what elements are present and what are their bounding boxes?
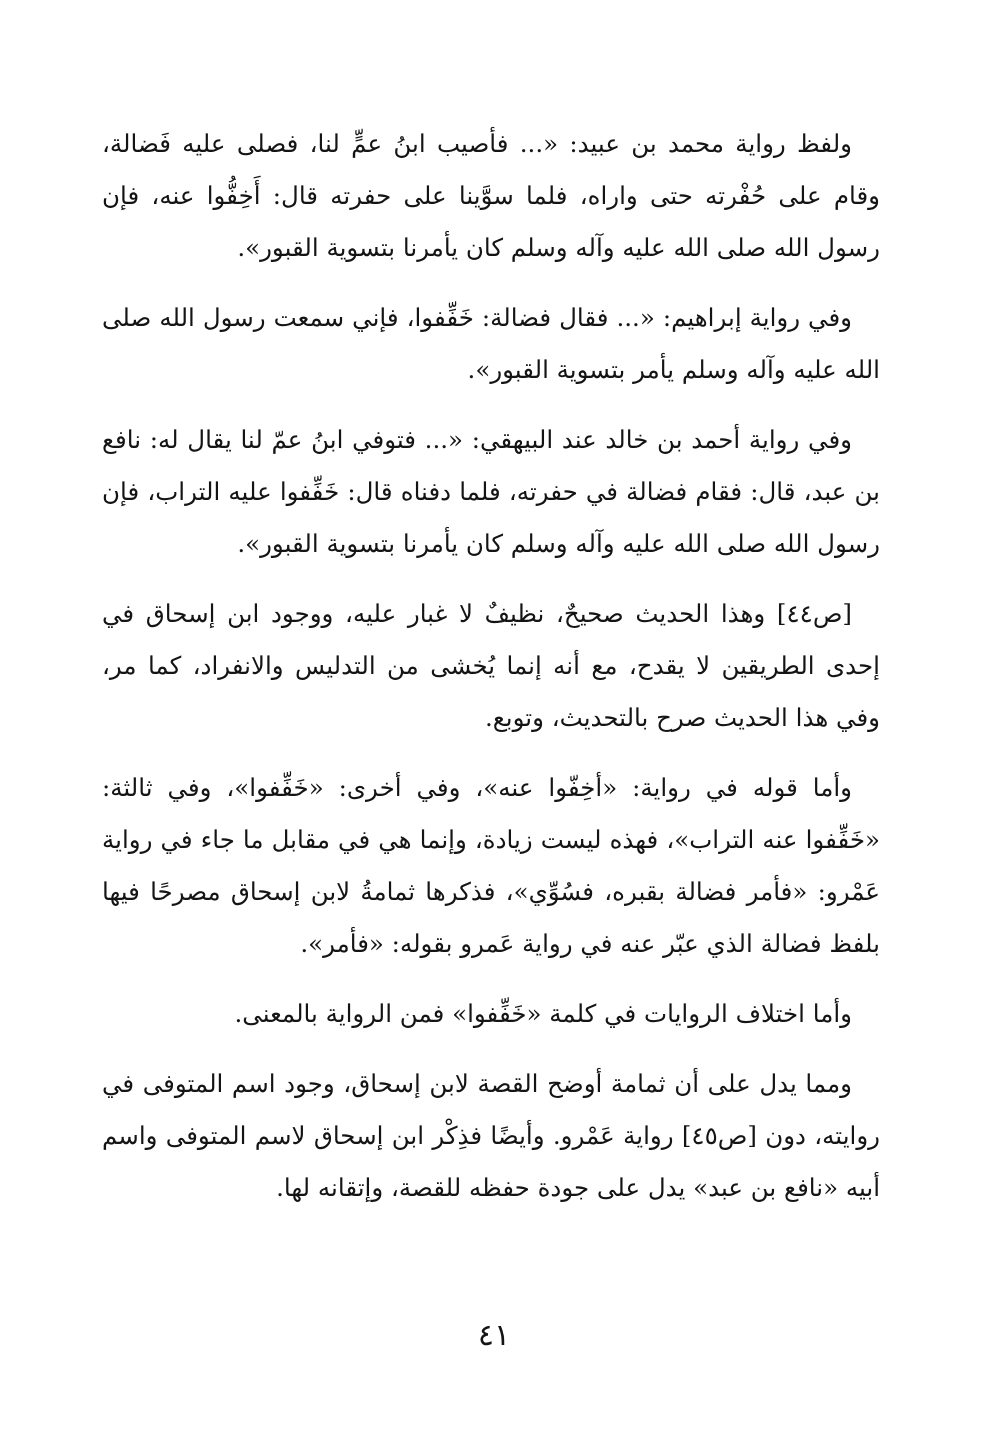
paragraph-7: ومما يدل على أن ثمامة أوضح القصة لابن إسحاق، وجود اسم المتوفى في روايته، دون [ص٤٥] رواية عَمْرو. وأيضًا فذِكْر ابن إسحاق لاسم المتوفى واسم أبيه «نافع بن عبد» يدل على جودة حفظه للقصة، وإتقانه لها. xyxy=(102,1069,880,1202)
paragraph-5: وأما قوله في رواية: «أخِفّوا عنه»، وفي أخرى: «خَفِّفوا»، وفي ثالثة: «خَفِّفوا عنه التراب»، فهذه ليست زيادة، وإنما هي في مقابل ما جاء في رواية عَمْرو: «فأمر فضالة بقبره، فسُوِّي»، فذكرها ثمامةُ لابن إسحاق مصرحًا فيها بلفظ فضالة الذي عبّر عنه في رواية عَمرو بقوله: «فأمر». xyxy=(102,773,880,958)
paragraph-3: وفي رواية أحمد بن خالد عند البيهقي: «... فتوفي ابنُ عمّ لنا يقال له: نافع بن عبد، قال: فقام فضالة في حفرته، فلما دفناه قال: خَفِّفوا عليه التراب، فإن رسول الله صلى الله عليه وآله وسلم كان يأمرنا بتسوية القبور». xyxy=(102,425,880,558)
body-text xyxy=(102,118,880,1232)
paragraph-6: وأما اختلاف الروايات في كلمة «خَفِّفوا» فمن الرواية بالمعنى. xyxy=(234,999,852,1028)
paragraph-1: ولفظ رواية محمد بن عبيد: «... فأصيب ابنُ عمٍّ لنا، فصلى عليه فَضالة، وقام على حُفْرته حتى واراه، فلما سوَّينا على حفرته قال: أَخِفُّوا عنه، فإن رسول الله صلى الله عليه وآله وسلم كان يأمرنا بتسوية القبور». xyxy=(102,129,880,262)
paragraph-2: وفي رواية إبراهيم: «... فقال فضالة: خَفِّفوا، فإني سمعت رسول الله صلى الله عليه وآله وسلم يأمر بتسوية القبور». xyxy=(102,303,880,384)
paragraph-4: [ص٤٤] وهذا الحديث صحيحٌ، نظيفٌ لا غبار عليه، ووجود ابن إسحاق في إحدى الطريقين لا يقدح، مع أنه إنما يُخشى من التدليس والانفراد، كما مر، وفي هذا الحديث صرح بالتحديث، وتوبع. xyxy=(102,599,880,732)
page-number: ٤١ xyxy=(477,1318,511,1353)
